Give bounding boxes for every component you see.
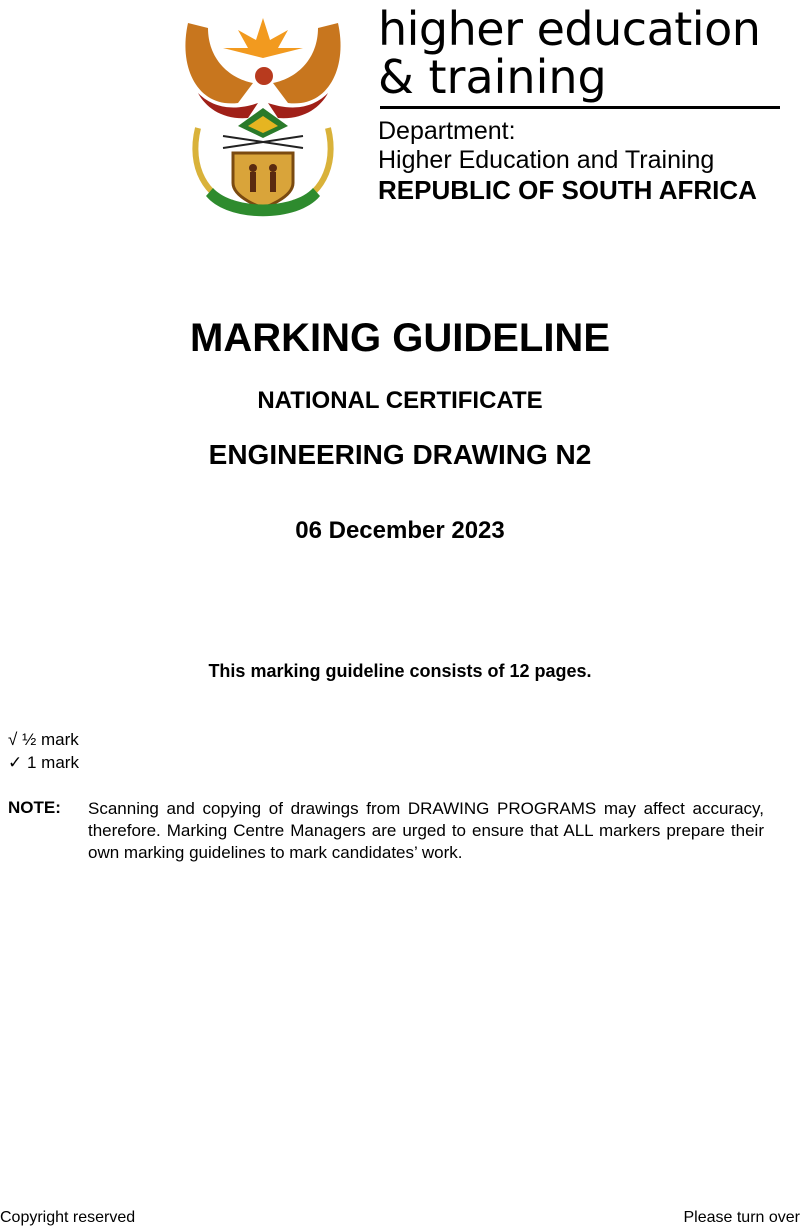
legend-text: ½ mark — [22, 730, 79, 749]
department-label: Department: — [378, 117, 516, 145]
square-root-tick-icon: √ — [8, 730, 18, 749]
coat-of-arms-logo — [178, 8, 348, 224]
country-name: REPUBLIC OF SOUTH AFRICA — [378, 175, 757, 205]
page-count-note: This marking guideline consists of 12 pages. — [208, 661, 592, 681]
note-label: NOTE: — [8, 798, 61, 817]
note-text: Scanning and copying of drawings from DRAWING PROGRAMS may affect accuracy, therefore. Marking Centre Managers are urged to ensure that ALL markers prepare their own marking guidelines to mark candidates’ work. — [88, 799, 764, 862]
document-title: MARKING GUIDELINE — [190, 316, 610, 360]
certificate-name: NATIONAL CERTIFICATE — [257, 387, 543, 414]
legend-half-mark — [8, 730, 79, 750]
wordmark-line-1: higher education — [378, 2, 761, 56]
sun-icon — [223, 18, 303, 58]
exam-date: 06 December 2023 — [295, 517, 505, 544]
check-mark-icon: ✓ — [8, 753, 23, 772]
subject-name: ENGINEERING DRAWING N2 — [208, 439, 592, 470]
department-name: Higher Education and Training — [378, 146, 715, 174]
wordmark-divider — [380, 106, 780, 109]
wordmark-line-2: & training — [378, 50, 607, 104]
footer-turn-over: Please turn over — [683, 1209, 800, 1226]
legend-text: 1 mark — [26, 753, 79, 772]
footer-copyright: Copyright reserved — [0, 1209, 136, 1226]
legend-one-mark — [8, 753, 79, 773]
